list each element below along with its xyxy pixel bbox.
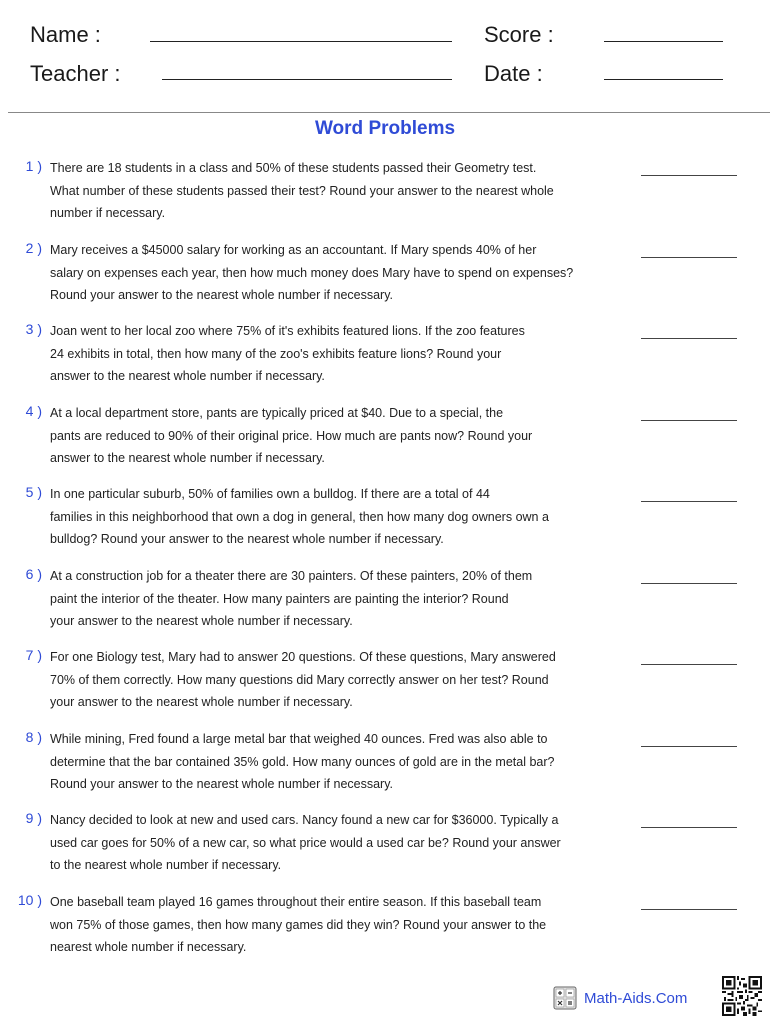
problem-number: 7 ) — [25, 647, 42, 663]
answer-blank[interactable] — [641, 583, 737, 584]
problem-text-line: nearest whole number if necessary. — [50, 939, 247, 954]
name-field[interactable] — [150, 41, 452, 42]
problem-text-line: paint the interior of the theater. How many painters are painting the interior? Round — [50, 591, 509, 606]
problem-text-line: answer to the nearest whole number if necessary. — [50, 369, 325, 383]
problem-item — [0, 890, 770, 968]
answer-blank[interactable] — [641, 827, 737, 828]
problem-text-line: Nancy decided to look at new and used cars. Nancy found a new car for $36000. Typically a — [50, 813, 559, 827]
problem-text-line: answer to the nearest whole number if necessary. — [50, 450, 325, 465]
problem-text-line: bulldog? Round your answer to the nearest whole number if necessary. — [50, 532, 444, 546]
answer-blank[interactable] — [641, 338, 737, 339]
problem-item — [0, 645, 770, 723]
answer-blank[interactable] — [641, 909, 737, 910]
date-field[interactable] — [604, 79, 723, 80]
problem-text-line: Round your answer to the nearest whole number if necessary. — [50, 776, 394, 791]
problem-text-line: your answer to the nearest whole number if necessary. — [50, 695, 353, 709]
problem-text-line: Round your answer to the nearest whole number if necessary. — [50, 287, 394, 302]
problem-text-line: used car goes for 50% of a new car, so what price would a used car be? Round your answer — [50, 836, 561, 850]
problem-number: 9 ) — [25, 810, 42, 826]
answer-blank[interactable] — [641, 501, 737, 502]
problem-text-line: In one particular suburb, 50% of families own a bulldog. If there are a total of 44 — [50, 487, 490, 501]
problem-number: 5 ) — [25, 484, 42, 500]
problem-item — [0, 808, 770, 886]
brand-name: Math-Aids.Com — [584, 990, 688, 1007]
header-divider — [8, 112, 770, 113]
problem-text-line: There are 18 students in a class and 50% of these students passed their Geometry test. — [50, 161, 537, 175]
page-title: Word Problems — [314, 118, 456, 139]
date-label: Date : — [484, 61, 543, 86]
problem-text-line: For one Biology test, Mary had to answer 20 questions. Of these questions, Mary answered — [50, 650, 556, 664]
problem-number: 10 ) — [17, 891, 42, 908]
problem-text-line: While mining, Fred found a large metal bar that weighed 40 ounces. Fred was also able to — [50, 731, 548, 746]
answer-blank[interactable] — [641, 420, 737, 421]
score-label: Score : — [484, 22, 554, 47]
teacher-label: Teacher : — [30, 61, 121, 86]
answer-blank[interactable] — [641, 746, 737, 747]
problem-text-line: salary on expenses each year, then how much money does Mary have to spend on expenses? — [50, 265, 574, 280]
problem-number: 6 ) — [25, 565, 42, 582]
problem-text-line: Joan went to her local zoo where 75% of it's exhibits featured lions. If the zoo features — [50, 324, 525, 338]
problem-number: 4 ) — [25, 402, 42, 419]
problem-text-line: your answer to the nearest whole number if necessary. — [50, 613, 353, 628]
problem-item — [0, 564, 770, 642]
problem-text-line: determine that the bar contained 35% gold. How many ounces of gold are in the metal bar? — [50, 754, 555, 769]
teacher-field[interactable] — [162, 79, 452, 80]
name-label: Name : — [30, 22, 101, 47]
score-field[interactable] — [604, 41, 723, 42]
problem-item — [0, 238, 770, 316]
problem-number: 2 ) — [25, 239, 42, 256]
problem-text-line: Mary receives a $45000 salary for working as an accountant. If Mary spends 40% of her — [50, 242, 537, 257]
problem-text-line: won 75% of those games, then how many games did they win? Round your answer to the — [50, 917, 547, 932]
problem-text-line: to the nearest whole number if necessary. — [50, 858, 282, 872]
problem-text-line: At a construction job for a theater there are 30 painters. Of these painters, 20% of them — [50, 568, 533, 583]
problem-number: 1 ) — [25, 158, 42, 174]
problem-text-line: 70% of them correctly. How many questions did Mary correctly answer on her test? Round — [50, 673, 549, 687]
problem-item — [0, 319, 770, 397]
qr-code-icon — [722, 976, 762, 1016]
problem-item — [0, 156, 770, 234]
footer — [553, 984, 770, 1020]
problem-item — [0, 727, 770, 805]
answer-blank[interactable] — [641, 175, 737, 176]
problem-text-line: 24 exhibits in total, then how many of the zoo's exhibits feature lions? Round your — [50, 347, 502, 361]
problem-number: 8 ) — [25, 728, 42, 745]
answer-blank[interactable] — [641, 257, 737, 258]
problem-item — [0, 482, 770, 560]
problem-number: 3 ) — [25, 321, 42, 337]
problem-text-line: pants are reduced to 90% of their original price. How much are pants now? Round your — [50, 428, 533, 443]
problem-text-line: families in this neighborhood that own a dog in general, then how many dog owners own a — [50, 510, 549, 524]
problem-text-line: What number of these students passed their test? Round your answer to the nearest whole — [50, 184, 554, 198]
problem-text-line: At a local department store, pants are typically priced at $40. Due to a special, the — [50, 405, 504, 420]
answer-blank[interactable] — [641, 664, 737, 665]
problem-text-line: number if necessary. — [50, 206, 166, 220]
problem-item — [0, 401, 770, 479]
problem-text-line: One baseball team played 16 games throughout their entire season. If this baseball team — [50, 894, 542, 909]
calculator-icon — [553, 986, 577, 1010]
